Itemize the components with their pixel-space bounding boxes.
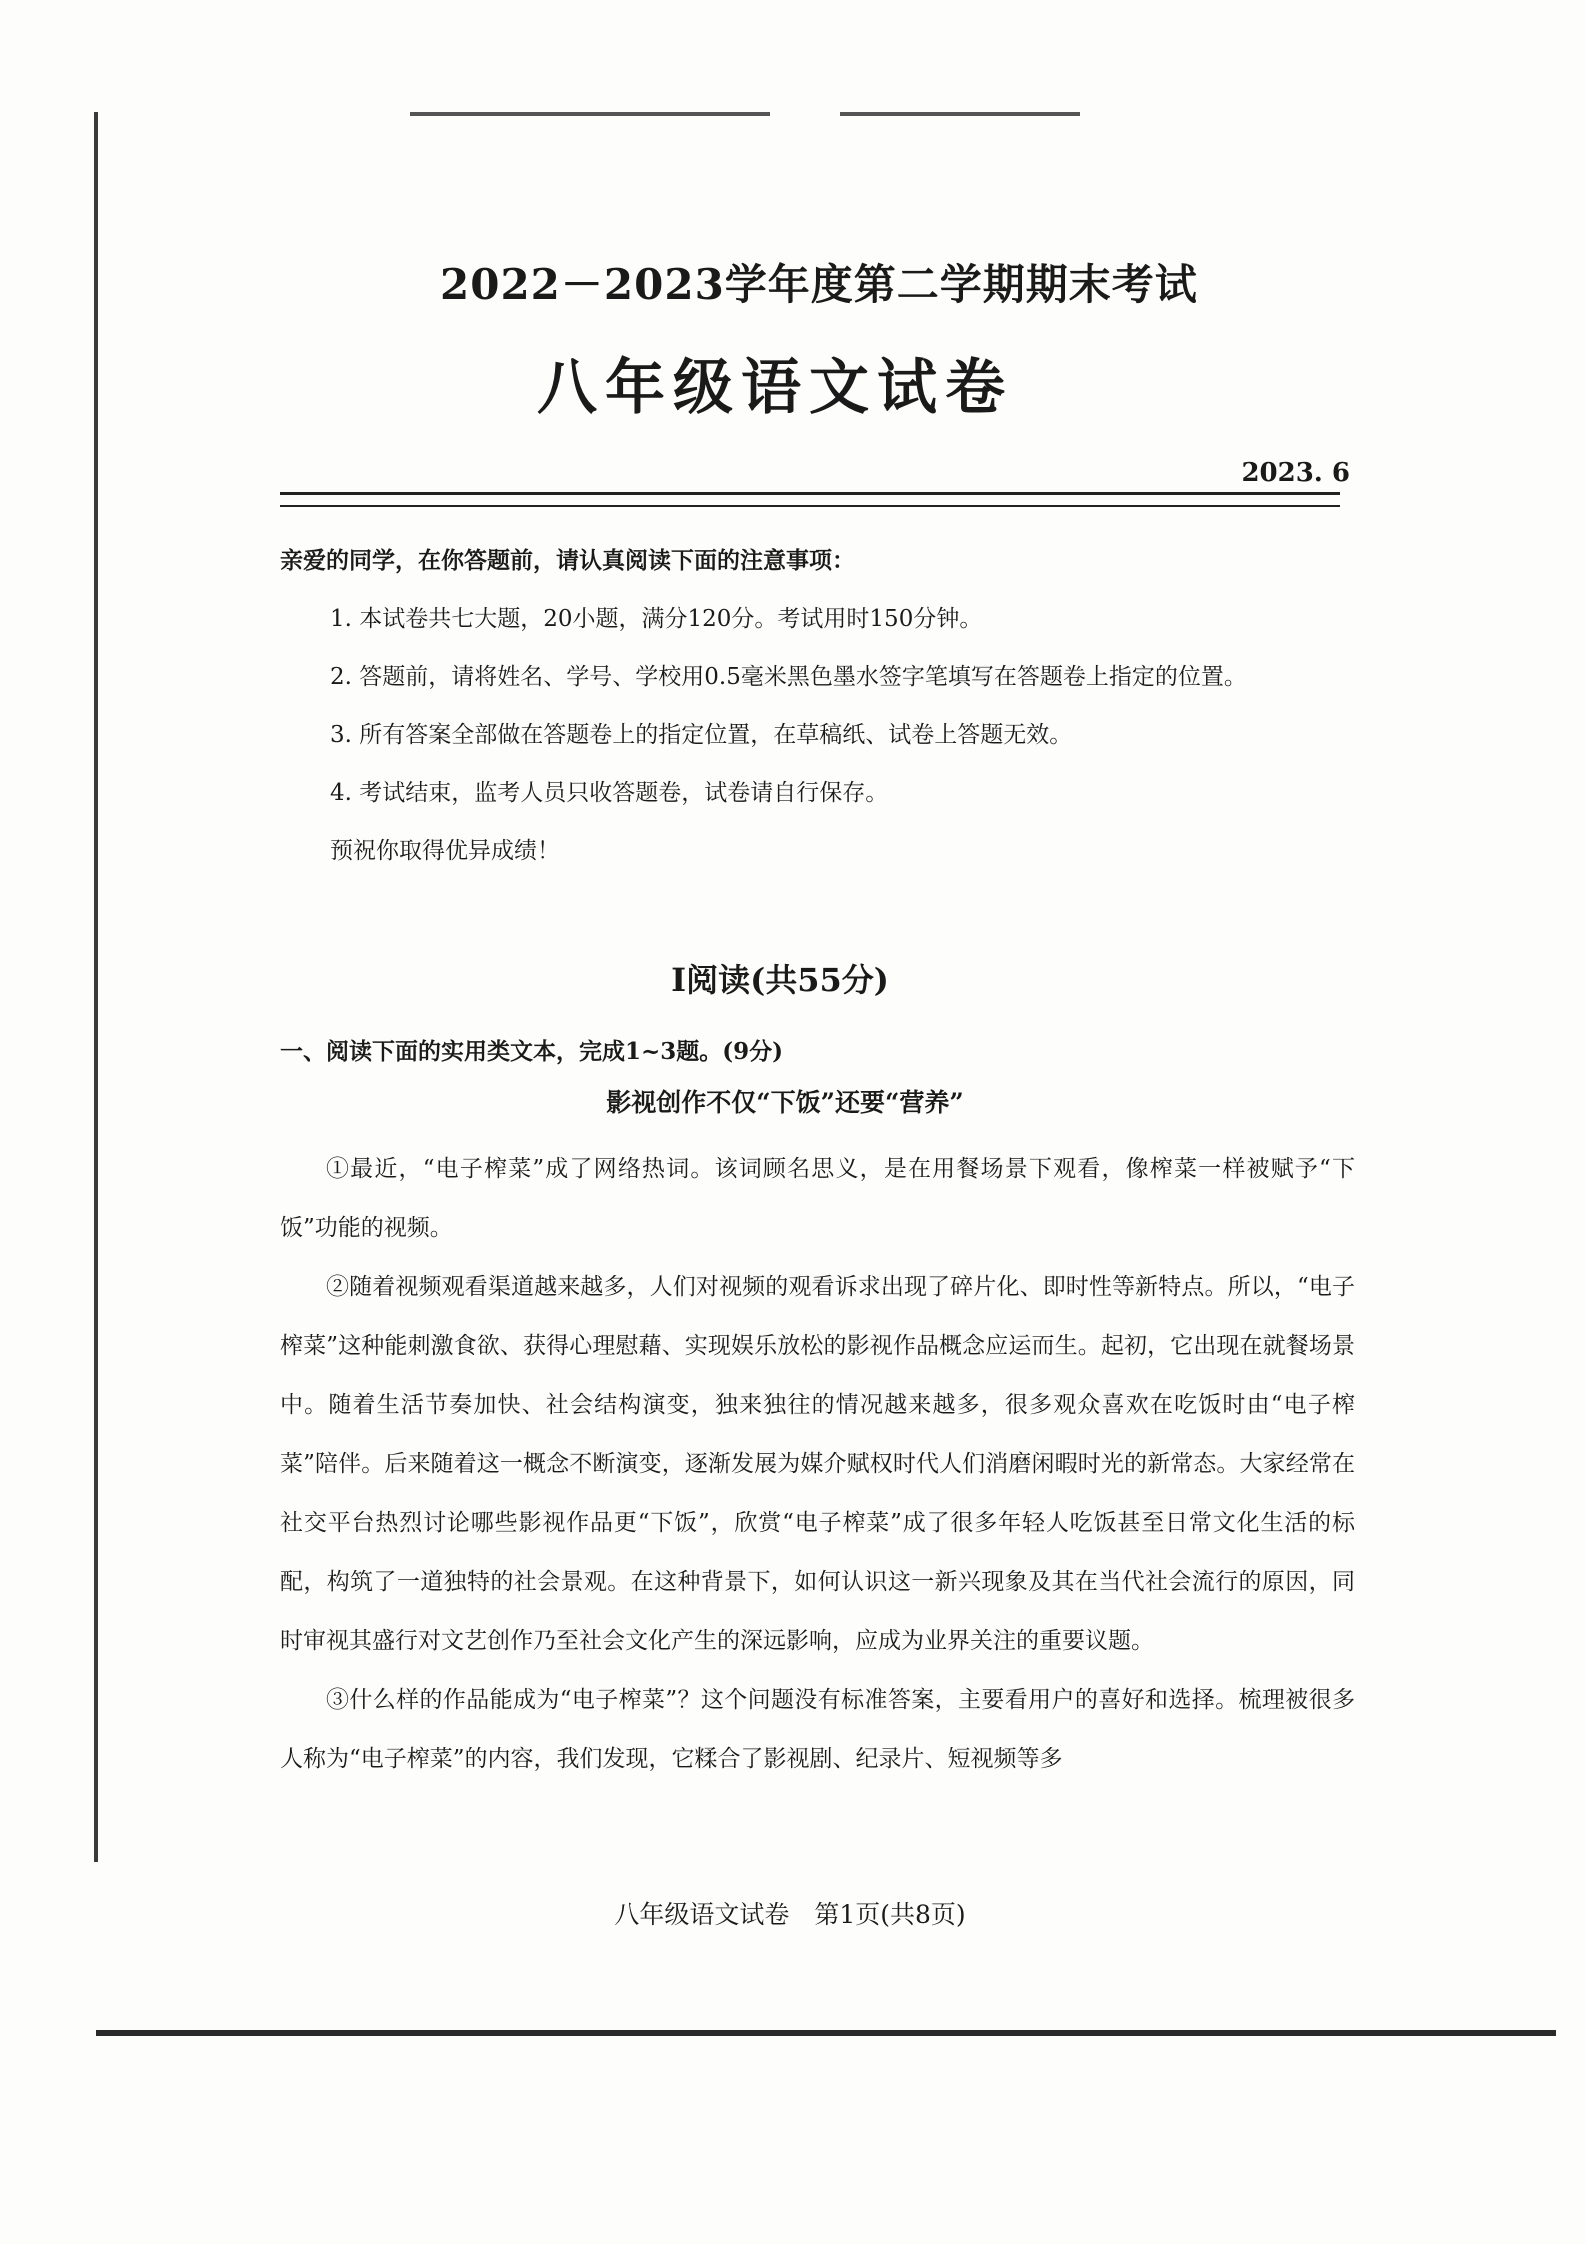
notice-closing: 预祝你取得优异成绩！	[330, 838, 560, 864]
exam-year-title: 2022－2023学年度第二学期期末考试	[440, 260, 1198, 309]
notice-item: 1. 本试卷共七大题，20小题，满分120分。考试用时150分钟。	[330, 606, 983, 632]
scan-left-edge	[94, 112, 98, 1862]
notice-item: 3. 所有答案全部做在答题卷上的指定位置，在草稿纸、试卷上答题无效。	[330, 722, 1073, 748]
article-paragraph: ③什么样的作品能成为“电子榨菜”？这个问题没有标准答案，主要看用户的喜好和选择。梳理被很多人称为“电子榨菜”的内容，我们发现，它糅合了影视剧、纪录片、短视频等多	[280, 1687, 1355, 1772]
exam-title: 八年级语文试卷	[537, 353, 1013, 423]
notice-block	[280, 532, 1350, 880]
scan-top-mark	[840, 112, 1080, 116]
article-title: 影视创作不仅“下饭”还要“营养”	[606, 1088, 964, 1117]
header-divider	[280, 492, 1340, 507]
notice-item: 2. 答题前，请将姓名、学号、学校用0.5毫米黑色墨水签字笔填写在答题卷上指定的位置。	[330, 664, 1247, 690]
question-heading: 一、阅读下面的实用类文本，完成1~3题。(9分)	[280, 1038, 784, 1065]
page-footer: 八年级语文试卷 第1页(共8页)	[614, 1900, 966, 1929]
section-heading: Ⅰ阅读(共55分)	[671, 961, 889, 999]
article-paragraph: ②随着视频观看渠道越来越多，人们对视频的观看诉求出现了碎片化、即时性等新特点。所以，“电子榨菜”这种能刺激食欲、获得心理慰藉、实现娱乐放松的影视作品概念应运而生。起初，它出现在就餐场景中。随着生活节奏加快、社会结构演变，独来独往的情况越来越多，很多观众喜欢在吃饭时由“电子榨菜”陪伴。后来随着这一概念不断演变，逐渐发展为媒介赋权时代人们消磨闲暇时光的新常态。大家经常在社交平台热烈讨论哪些影视作品更“下饭”，欣赏“电子榨菜”成了很多年轻人吃饭甚至日常文化生活的标配，构筑了一道独特的社会景观。在这种背景下，如何认识这一新兴现象及其在当代社会流行的原因，同时审视其盛行对文艺创作乃至社会文化产生的深远影响，应成为业界关注的重要议题。	[280, 1274, 1355, 1654]
notice-item: 4. 考试结束，监考人员只收答题卷，试卷请自行保存。	[330, 780, 889, 806]
article-body	[280, 1140, 1355, 1789]
notice-heading: 亲爱的同学，在你答题前，请认真阅读下面的注意事项：	[280, 547, 855, 574]
article-paragraph: ①最近，“电子榨菜”成了网络热词。该词顾名思义，是在用餐场景下观看，像榨菜一样被赋予“下饭”功能的视频。	[280, 1156, 1355, 1241]
scan-bottom-edge	[96, 2030, 1556, 2036]
scan-top-mark	[410, 112, 770, 116]
exam-date: 2023. 6	[1241, 458, 1350, 488]
